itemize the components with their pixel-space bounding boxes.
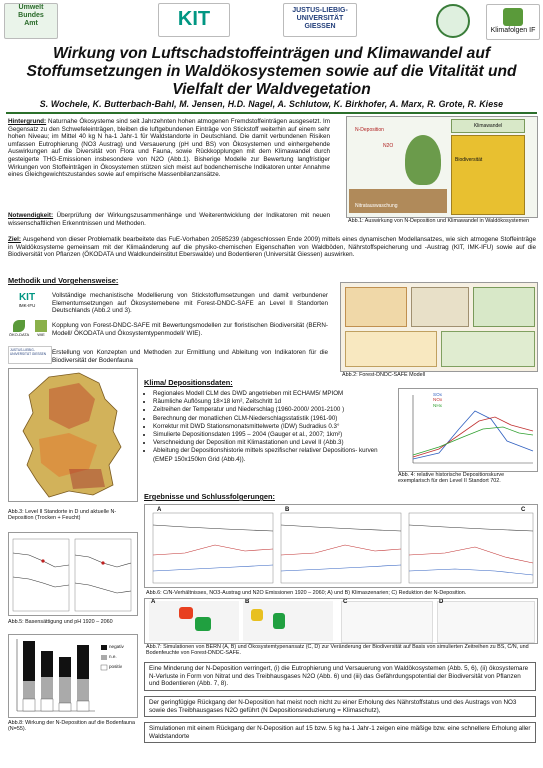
uba-logo-line: Umwelt	[18, 4, 44, 11]
abb1-figure	[346, 116, 538, 218]
kit-small-logo	[10, 292, 44, 314]
oekodata-logo-text: ÖKO-DATA	[8, 332, 30, 337]
notwendigkeit-label: Notwendigkeit:	[8, 212, 54, 219]
abb8-figure	[8, 634, 138, 718]
abb3-caption: Abb.3: Level II Standorte in D und aktuelle N-Deposition (Trocken + Feucht)	[8, 509, 117, 522]
legend-sox: SOx	[433, 392, 442, 397]
klima-item: • Simulierte Depositionsdaten 1995 – 2004 (Gauger et al., 2007; 1km²)	[153, 431, 394, 439]
notwendigkeit-text: Überprüfung der Wirkungszusammenhänge und Weiterentwicklung der Indikatoren mit neuen wissenschaftlichen Erkenntnissen und Methoden.	[8, 212, 330, 227]
ziel-text: Ausgehend von dieser Problematik bearbeitete das FuE-Vorhaben 20585239 (abgeschlossen Ende 2009) mittels eines dynamischen Modellansatzes, wie sich atmogene Stoffeinträge in Waldökosysteme gemeinsam mit der Klimaänderung auf die physiko-chemischen Eigenschaften von Waldböden, Nährstoffspeicherung und -Austrag (KIT, IMK-IFU) sowie auf die Biodiversität von Pflanzen (ÖKODATA und Waldkundeinstitut Eberswalde) und Bodentieren (Universität Giessen) auswirken.	[8, 236, 536, 259]
uba-logo-line: Bundes	[18, 12, 44, 19]
klima-item: • Berechnung der monatlichen CLM-Niederschlagsstatistik (1961-90)	[153, 415, 394, 423]
title-line: Wirkung von Luftschadstoffeinträgen und Klimawandel auf	[52, 45, 491, 62]
effects-box	[451, 135, 525, 215]
methodik-p1: Vollständige mechanistische Modellierung von Stickstoffumsetzungen und damit verbundener Elementumsetzungen auf Ökosystemebene mit Forest-DNDC-SAFE an Level II Standorten Deutschlands (Abb.2 und 3).	[52, 292, 328, 315]
soil-layer	[349, 189, 447, 213]
heatmap-blob	[195, 617, 211, 631]
nitrate-label: Nitratauswaschung	[355, 203, 398, 209]
model-box	[473, 287, 535, 327]
legend-nhx: NHx	[433, 402, 442, 408]
kit-logo-text: KIT	[177, 8, 211, 30]
abb7-panel-a-plot	[149, 601, 239, 641]
right-logo	[486, 4, 540, 40]
hintergrund-label: Hintergrund:	[8, 118, 47, 125]
abb6-figure	[144, 504, 538, 588]
abb7-panel-a: A	[151, 599, 156, 605]
klima-item: • Zeitreihen der Temperatur und Niederschlag (1960-2000/ 2001-2100 )	[153, 406, 394, 414]
heatmap-blob	[273, 613, 285, 629]
deposition-curve-chart	[399, 389, 537, 471]
legend-positiv: positiv	[109, 664, 123, 669]
model-box	[411, 287, 469, 327]
giessen-small-logo	[8, 346, 52, 364]
abb7-panel-d: D	[439, 599, 444, 605]
wie-logo-text: WIE	[37, 332, 45, 337]
biodiversity-label: Biodiversität	[455, 157, 483, 163]
result-box-3: Simulationen mit einem Rückgang der N-Deposition auf 15 bzw. 5 kg ha-1 Jahr-1 zeigen eine mäßige bzw. eine schnellere Erholung aller Waldstandorte	[144, 722, 536, 743]
wie-logo	[32, 320, 50, 340]
ergebnisse-heading: Ergebnisse und Schlussfolgerungen:	[144, 492, 275, 501]
abb6-panel-b: B	[285, 507, 290, 513]
kit-small-logo-sub: IMK-IFU	[18, 303, 36, 308]
abb5-caption: Abb.5: Basensättigung und pH 1920 – 2060	[8, 619, 113, 625]
right-logo-text: Klimafolgen IF	[490, 27, 536, 34]
climate-box: Klimawandel	[451, 119, 525, 133]
giessen-logo-line: JUSTUS-LIEBIG-	[292, 7, 348, 14]
wie-icon	[35, 320, 47, 332]
model-box	[345, 331, 437, 367]
giessen-logo-line: GIESSEN	[304, 23, 336, 30]
methodik-p2: Kopplung von Forest-DNDC-SAFE mit Bewertungsmodellen zur floristischen Biodiversität (BERN-Modell/ ÖKODATA und Ökosystemtypenmodell/ WIE).	[52, 322, 328, 337]
abb7-figure	[144, 598, 538, 644]
abb3-figure	[8, 368, 138, 502]
abb7-caption: Abb.7: Simulationen von BERN (A, B) und Ökosystemtypenansatz (C, D) zur Veränderung der Biodiversität auf Basis von simulierten Zeitreihen zu BS, C/N, und Bodenfeuchte von Forest-DNDC-SAFE.	[146, 644, 529, 657]
klima-item: • Räumliche Auflösung 18×18 km², Zeitschritt 1d	[153, 398, 394, 406]
tree-icon	[405, 135, 441, 185]
uba-logo-line: Amt	[24, 20, 38, 27]
klima-list	[144, 390, 394, 464]
legend-nox: NOx	[433, 397, 443, 403]
right-logo-icon	[503, 8, 523, 26]
legend-ne: n.e.	[109, 654, 117, 659]
giessen-small-logo-text: JUSTUS-LIEBIG-UNIVERSITÄT GIESSEN	[10, 348, 47, 356]
result-box-1: Eine Minderung der N-Deposition verringert, (i) die Eutrophierung und Versauerung von Waldökosystemen (Abb. 5, 6), (ii) ökosystemare N-Verluste in Form von Nitrat und des Treibhausgases N2O (Abb. 6) und (iii) das Gefährdungspotential der Biodiversität von Pflanzen und Bodentieren (Abb. 7, 8).	[144, 662, 536, 691]
klima-item: • Korrektur mit DWD Stationsmonatsmittelwerte (IDW) Sudradius 0.3°	[153, 423, 394, 431]
abb7-panel-b: B	[245, 599, 250, 605]
deposition-label: N-Deposition	[355, 127, 384, 133]
circle-logo-icon	[436, 4, 470, 38]
cn-no3-n2o-charts	[145, 505, 537, 587]
abb6-panel-c: C	[521, 507, 526, 513]
poster-title	[0, 45, 543, 99]
abb2-figure	[340, 282, 538, 372]
klima-heading: Klima/ Depositionsdaten:	[144, 378, 233, 387]
header-divider	[6, 112, 537, 114]
methodik-p3: Erstellung von Konzepten und Methoden zur Ermittlung und Ableitung von Indikatoren für die Biodiversität der Bodenfauna	[52, 349, 328, 364]
model-box	[441, 331, 535, 367]
heatmap-blob	[251, 609, 263, 621]
abb7-panel-c: C	[343, 599, 348, 605]
hintergrund-text: Naturnahe Ökosysteme sind seit Jahrzehnten hohen atmogenen Fremdstoffeinträgen ausgesetzt. Im Gegensatz zu den Schwefeleinträgen, bleiben die luftgebundenen Einträge von Stickstoff weiterhin auf einem sehr hohen Niveau; im Mittel 40 kg N ha-1 Jahr-1 für Waldstandorte in Deutschland. Die damit verbundenen Risiken umfassen Eutrophierung (NO3 Austrag) und Versauerung (pH und BS) von Ökosystemen und einhergehende Auswirkungen auf die Diversität von Flora und Fauna, sowie Rückkopplungen mit dem Klimawandel durch gesteigerte THG-Emissionen insbesondere von N2O (Abb.1). Bisherige Modelle zur Bewertung langfristiger Wirkungen von Stoffeinträgen in Ökosystemen stützen sich meist auf bodenchemische Indikatoren unter Annahme eines Gleichgewichtszustandes sowie auf empirische Massenbilanzansätze.	[8, 118, 331, 179]
model-box	[345, 287, 407, 327]
hintergrund-paragraph	[8, 118, 330, 179]
result-box-2: Der geringfügige Rückgang der N-Deposition hat meist noch nicht zu einer Erholung des Nährstoffstatus und des Austrags von NO3 sowie des Treibhausgases N2O geführt (N Depositionsreduzierung = Klimaschutz),	[144, 696, 536, 717]
abb4-legend	[433, 392, 442, 408]
abb2-caption: Abb.2: Forest-DNDC-SAFE Modell	[342, 372, 425, 378]
oekodata-logo	[8, 320, 30, 340]
klima-item: • Verschneidung der Deposition mit Klimastationen und Level II (Abb.3)	[153, 439, 394, 447]
uba-logo	[4, 3, 58, 39]
klima-item: • Regionales Modell CLM des DWD angetrieben mit ECHAM5/ MPIOM	[153, 390, 394, 398]
giessen-logo	[283, 3, 357, 37]
legend-negativ: negativ	[109, 644, 124, 649]
author-list: S. Wochele, K. Butterbach-Bahl, M. Jensen, H.D. Nagel, A. Schlutow, K. Birkhofer, A. Marx, R. Grote, R. Kiese	[39, 99, 504, 109]
n2o-label: N2O	[383, 143, 394, 149]
kit-small-logo-text: KIT	[18, 292, 36, 303]
abb5-figure	[8, 532, 138, 616]
title-line: Stoffumsetzungen in Waldökosystemen sowie auf die Vitalität und	[26, 63, 517, 80]
abb7-panel-c-plot	[341, 601, 433, 643]
ziel-paragraph	[8, 236, 536, 259]
kit-logo	[158, 3, 230, 37]
klima-item: • Ableitung der Depositionshistorie mittels spezifischer relativer Depositions- kurven (EMEP 150x150km Grid (Abb.4)).	[153, 447, 394, 463]
leaf-icon	[13, 320, 25, 332]
title-line: Vielfalt der Waldvegetation	[172, 81, 371, 98]
abb7-panel-d-plot	[437, 601, 535, 643]
giessen-logo-line: UNIVERSITÄT	[296, 15, 344, 22]
heatmap-blob	[179, 607, 193, 619]
bs-ph-charts	[9, 533, 137, 615]
ziel-label: Ziel:	[8, 236, 21, 243]
abb6-caption: Abb.6: C/N-Verhältnisses, NO3-Austrag und N2O Emissionen 1920 – 2060; A) und B) Klimaszenarien; C) Reduktion der N-Deposition.	[146, 590, 467, 596]
abb7-panel-b-plot	[243, 601, 333, 641]
abb8-caption: Abb.8: Wirkung der N-Deposition auf die Bodenfauna (N=55).	[8, 720, 136, 733]
abb4-figure	[398, 388, 538, 472]
methodik-heading: Methodik und Vorgehensweise:	[8, 276, 119, 285]
abb1-caption: Abb.1: Auswirkung von N-Deposition und Klimawandel in Waldökosystemen	[348, 218, 530, 224]
abb4-caption: Abb. 4: relative historische Depositionskurve exemplarisch für den Level II Standort 702.	[398, 472, 505, 485]
germany-map	[9, 369, 137, 501]
abb6-panel-a: A	[157, 507, 162, 513]
notwendigkeit-paragraph	[8, 212, 330, 227]
